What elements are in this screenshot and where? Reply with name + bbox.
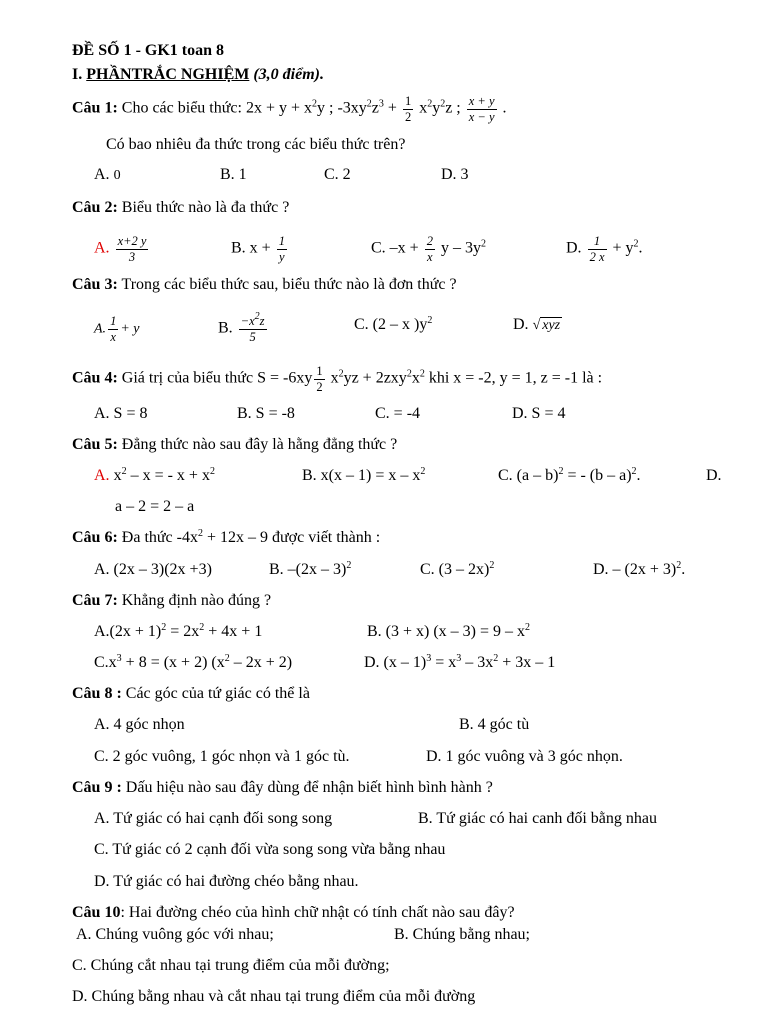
question-3-option-a[interactable]: A. $\frac{1}{x}$ + y <box>94 314 140 344</box>
question-9-option-c[interactable]: C. Tứ giác có 2 cạnh đối vừa song song vừa bằng nhau <box>94 841 446 858</box>
question-1-option-d[interactable]: D. 3 <box>441 166 469 183</box>
question-1-subprompt: Có bao nhiêu đa thức trong các biểu thức trên? <box>106 136 406 153</box>
question-7-option-a[interactable]: $A.(2x + 1)^2 = 2x^2 + 4x + 1$ <box>94 622 263 640</box>
question-10-option-a[interactable]: A. Chúng vuông góc với nhau; <box>76 926 274 943</box>
question-6-option-b[interactable]: B. –(2x – 3)$^2$ <box>269 560 352 578</box>
question-6-option-a[interactable]: A. (2x – 3)(2x +3) <box>94 561 212 578</box>
question-7-option-b[interactable]: B. (3 + x) $(x - 3) = 9 - x^2$ <box>367 622 531 640</box>
question-4-option-a[interactable]: A. S = 8 <box>94 405 148 422</box>
question-10-option-d[interactable]: D. Chúng bằng nhau và cắt nhau tại trung điểm của mỗi đường <box>72 988 476 1005</box>
question-9-stem: Câu 9 : Dấu hiệu nào sau đây dùng để nhận biết hình bình hành ? <box>72 779 493 796</box>
question-5-option-b[interactable]: B. $x(x - 1) = x - x^2$ <box>302 466 426 484</box>
question-3-option-c[interactable]: C. (2 – x )$y^2$ <box>354 315 433 333</box>
question-3-option-d[interactable]: D. √ xyz <box>513 315 562 336</box>
question-8-option-c[interactable]: C. 2 góc vuông, 1 góc nhọn và 1 góc tù. <box>94 748 350 765</box>
question-2-option-a[interactable]: A. $\frac{x+2 y}{3}$ <box>94 234 147 264</box>
question-4-option-b[interactable]: B. S = -8 <box>237 405 295 422</box>
question-1-option-c[interactable]: C. 2 <box>324 166 351 183</box>
question-1-option-b[interactable]: B. 1 <box>220 166 247 183</box>
question-7-option-d[interactable]: D. $(x - 1)^3 = x^3 - 3x^2 + 3x - 1$ <box>364 653 556 671</box>
question-1-stem: Câu 1: Cho các biểu thức: $2x + y + x^2y$ ; $-3xy^2z^3$ + $\frac{1}{2}$ $x^2y^2z$ ; $\frac{x + y}{x - y}$ . <box>72 94 507 124</box>
question-8-stem: Câu 8 : Các góc của tứ giác có thể là <box>72 685 310 702</box>
question-10-option-c[interactable]: C. Chúng cắt nhau tại trung điểm của mỗi đường; <box>72 957 390 974</box>
question-5-option-d[interactable]: D. <box>706 467 722 484</box>
question-5-option-d-text: a – 2 = 2 – a <box>115 498 195 515</box>
question-10-stem: Câu 10: Hai đường chéo của hình chữ nhật có tính chất nào sau đây? <box>72 904 515 921</box>
answer-marker: A. <box>94 467 114 484</box>
fraction: $\frac{1}{2}$ <box>404 94 412 124</box>
question-4-option-d[interactable]: D. S = 4 <box>512 405 566 422</box>
question-5-option-c[interactable]: C. (a – b)$^2$ = - (b – a)$^2$. <box>498 466 641 484</box>
question-6-option-c[interactable]: C. (3 – 2x)$^2$ <box>420 560 495 578</box>
question-4-stem: Câu 4: Giá trị của biểu thức S = -6xy $\frac{1}{2}$ $x^2yz + 2zxy^2x^2$ khi x = -2, y = 1, z = -1 là : <box>72 364 603 394</box>
question-1-option-a[interactable]: A. 0 <box>94 166 121 183</box>
section-points: (3,0 điểm). <box>249 66 324 83</box>
question-5-option-a[interactable]: A. $x^2$ – x = - $x + x^2$ <box>94 466 215 484</box>
answer-marker: A. <box>94 239 114 257</box>
question-5-stem: Câu 5: Đẳng thức nào sau đây là hằng đẳng thức ? <box>72 436 398 453</box>
question-3-option-b[interactable]: B. $\frac{-x^2z}{5}$ <box>218 311 265 344</box>
question-8-option-a[interactable]: A. 4 góc nhọn <box>94 716 185 733</box>
question-8-option-d[interactable]: D. 1 góc vuông và 3 góc nhọn. <box>426 748 623 765</box>
question-9-option-b[interactable]: B. Tứ giác có hai canh đối bằng nhau <box>418 810 657 827</box>
question-6-stem: Câu 6: Đa thức $-4x^2 + 12x - 9$ được viết thành : <box>72 528 381 546</box>
question-2-stem: Câu 2: Biểu thức nào là đa thức ? <box>72 199 290 216</box>
section-name: PHẦNTRẮC NGHIỆM <box>86 66 250 83</box>
exam-title: ĐỀ SỐ 1 - GK1 toan 8 <box>72 42 225 59</box>
section-heading: I. PHẦNTRẮC NGHIỆM (3,0 điểm). <box>72 66 324 83</box>
question-3-stem: Câu 3: Trong các biểu thức sau, biểu thức nào là đơn thức ? <box>72 276 457 293</box>
question-2-option-c[interactable]: C. –x + $\frac{2}{x}$ y – $3y^2$ <box>371 234 486 264</box>
question-4-option-c[interactable]: C. = -4 <box>375 405 421 422</box>
question-9-option-d[interactable]: D. Tứ giác có hai đường chéo bằng nhau. <box>94 873 359 890</box>
question-9-option-a[interactable]: A. Tứ giác có hai cạnh đối song song <box>94 810 333 827</box>
question-6-option-d[interactable]: D. – $(2x + 3)^2$. <box>593 560 686 578</box>
question-2-option-b[interactable]: B. x + $\frac{1}{y}$ <box>231 234 285 264</box>
question-7-option-c[interactable]: $C.x^3 + 8 = (x + 2)$ $(x^2 - 2x + 2)$ <box>94 653 293 671</box>
question-10-option-b[interactable]: B. Chúng bằng nhau; <box>394 926 530 943</box>
question-7-stem: Câu 7: Khẳng định nào đúng ? <box>72 592 272 609</box>
question-2-option-d[interactable]: D. $\frac{1}{2 x}$ + $y^2$. <box>566 234 643 264</box>
question-8-option-b[interactable]: B. 4 góc tù <box>459 716 530 733</box>
fraction: $\frac{1}{2}$ <box>316 364 323 394</box>
fraction: $\frac{x + y}{x - y}$ <box>468 94 495 124</box>
square-root: √ xyz <box>532 318 561 333</box>
